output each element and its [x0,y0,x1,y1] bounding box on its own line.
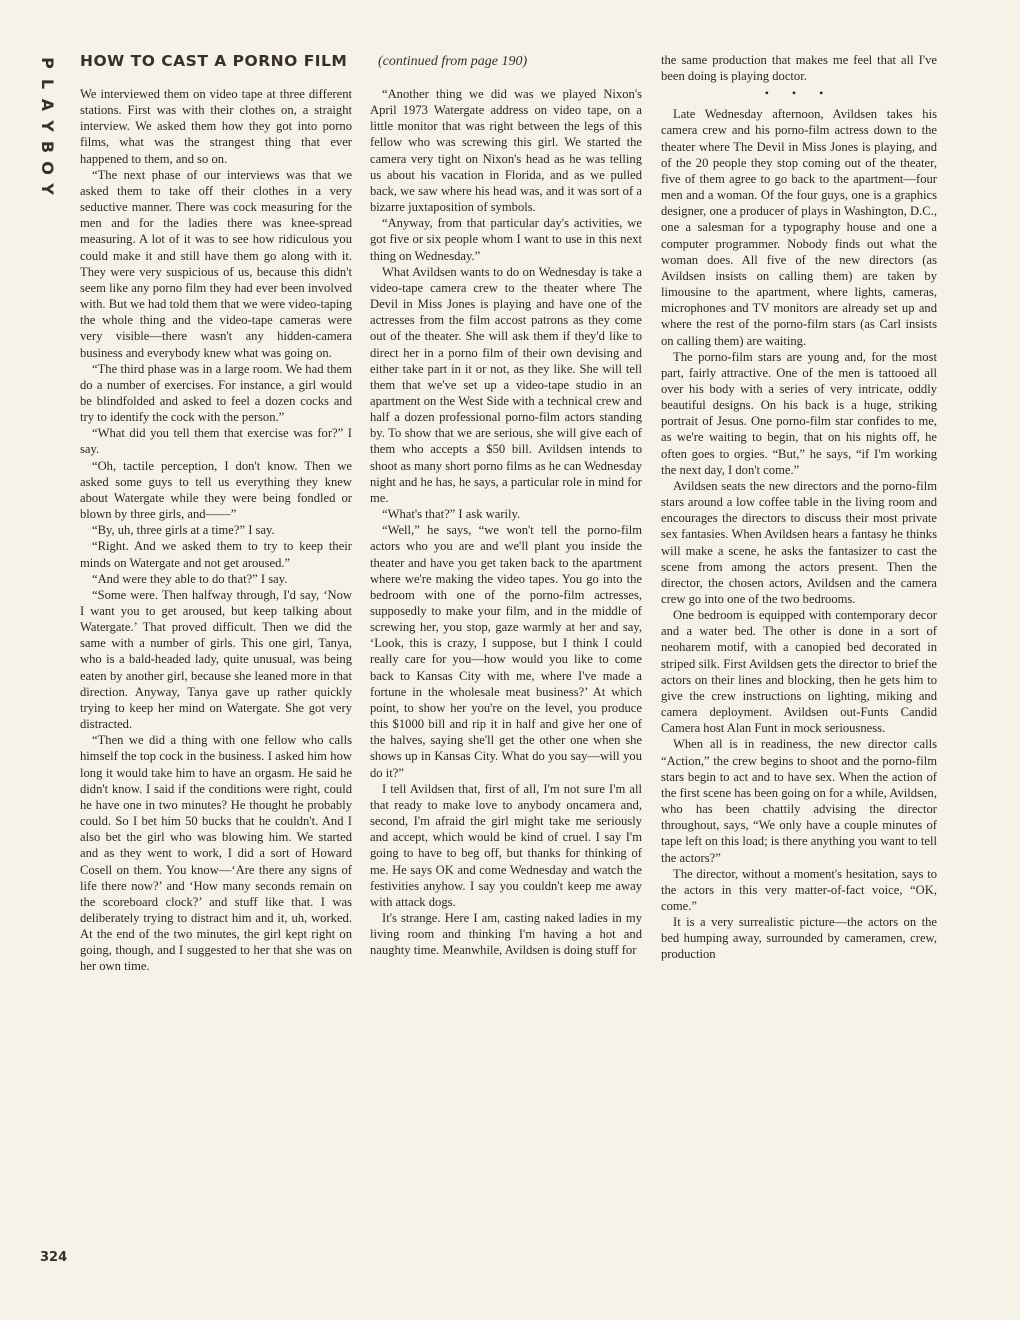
paragraph: the same production that makes me feel that all I've been doing is playing doctor. [661,53,937,84]
masthead-letter: Y [38,183,57,195]
paragraph: Late Wednesday afternoon, Avildsen takes his camera crew and his porno-film actress down to the theater where The Devil in Miss Jones is playing, and of the 20 people they stop coming out of the theater, five of them agree to go back to the apartment—four men and a woman. Of the four guys, one is a graphics designer, one a producer of plays in Washington, D.C., one a salesman for a typography house and one a computer programmer. Nobody finds out what the woman does. All five of the new directors (as Avildsen insists on calling them) are taken by limousine to the apartment, where lights, cameras, microphones and TV monitors are already set up and where the rest of the porno-film stars (as Carl insists on calling them) are waiting. [661,107,937,348]
article-headline: HOW TO CAST A PORNO FILM [80,52,348,70]
paragraph: “Right. And we asked them to try to keep their minds on Watergate and not get aroused.” [80,539,352,570]
paragraph: “By, uh, three girls at a time?” I say. [92,523,275,538]
paragraph: The porno-film stars are young and, for the most part, fairly attractive. One of the men is tattooed all over his body with a series of very intricate, oddly beautiful designs. On his back is a huge, striking portrait of Jesus. One porno-film star confides to me, as we're waiting to begin, that on his nights off, he often goes to orgies. “But,” he says, “if I'm working the next day, I don't come.” [661,349,937,477]
paragraph: “Some were. Then halfway through, I'd say, ‘Now I want you to get aroused, but keep talking about Watergate.’ That proved difficult. Then we did the same with a number of girls. This one girl, Tanya, who is a bald-headed lady, quite unusual, was being eaten by another girl, because she leaned more in that direction. Anyway, Tanya gave up rather quickly trying to keep her mind on Watergate. She got very distracted. [80,587,352,732]
paragraph: “What did you tell them that exercise was for?” I say. [80,426,352,457]
paragraph: One bedroom is equipped with contemporary decor and a water bed. The other is done in a sort of neoharem motif, with a canopied bed decorated in striped silk. First Avildsen gets the director to brief the actors on their lines and blocking, then he gets him to give the crew instructions on lighting, miking and camera deployment. Avildsen out-Funts Candid Camera host Alan Funt in mock seriousness. [661,608,937,736]
masthead-letter: A [37,98,57,112]
paragraph: It is a very surrealistic picture—the actors on the bed humping away, surrounded by cameramen, crew, production [661,915,937,962]
paragraph: “What's that?” I ask warily. [382,507,521,522]
paragraph: It's strange. Here I am, casting naked ladies in my living room and thinking I'm having a hot and naughty time. Meanwhile, Avildsen is doing stuff for [370,910,642,958]
paragraph: “And were they able to do that?” I say. [92,571,288,586]
section-separator: • • • [764,86,834,101]
paragraph: “Well,” he says, “we won't tell the porno-film actors who you are and we'll plant you inside the theater and have you get taken back to the apartment where we're making the video tapes. You go into the bedroom with one of the porno-film actresses, supposedly to make your film, and in the middle of screwing her, you stop, gaze warmly at her and say, ‘Look, this is crazy, I suppose, but I think I could really care for you—how would you like to come back to Kansas City with me, where I've made a fortune in the wholesale meat business?’ At which point, to show her you're on the level, you produce this $1000 bill and rip it in half and give her one of the halves, saying she'll get the other one when she shows up in Kansas City. What do you say—will you do it?” [370,523,642,780]
paragraph: What Avildsen wants to do on Wednesday is take a video-tape camera crew to the theater where The Devil in Miss Jones is playing and have one of the actresses from the film accost patrons as they come out of the theater. She will ask them if they'd like to direct her in a porno film of their own devising and either take part in it or not, as they like. She will tell them that we've set up a video-tape studio in an apartment on the West Side with a technical crew and half a dozen professional porno-film actors standing by. To show that we are serious, she will give each of them who accepts a $50 bill. Avildsen intends to shoot as many short porno films as he can Wednesday night and he has, he says, a particular role in mind for me. [370,264,642,505]
continued-note: (continued from page 190) [378,54,528,69]
article-column-2 [370,52,642,958]
paragraph: “The next phase of our interviews was that we asked them to take off their clothes in a very seductive manner. There was cock measuring for the men and for the ladies there was knee-spread measuring. A lot of it was to see how ridiculous you could make it and still have them go along with it. They were very suspicious of us, because this didn't seem like any porno film they had ever been involved with. But we had told them that we were video-taping the whole thing and the video-tape cameras were very visible—there wasn't any hidden-camera business and everybody knew what was going on. [80,167,352,360]
masthead-letter: Y [38,120,57,132]
paragraph: “Then we did a thing with one fellow who calls himself the top cock in the business. I asked him how long it would take him to have an orgasm. He said he didn't know. I said if the conditions were right, could he have one in two minutes? He thought he probably could. So I bet him 50 bucks that he couldn't. And I also bet the girl who was blowing him. We started and as they went to work, I did a sort of Howard Cosell on them. You know—‘Are there any signs of life there now?’ and ‘How many seconds remain on the scoreboard clock?’ and stuff like that. I was deliberately trying to distract him and it, uh, worked. At the end of the two minutes, the girl kept right on going, though, and I suggested to her that she was on her own time. [80,733,352,974]
masthead-letter: B [37,140,57,154]
masthead-letter: O [37,161,57,175]
article-column-1 [80,52,352,975]
masthead-letter: L [37,78,57,90]
paragraph: “Oh, tactile perception, I don't know. Then we asked some guys to tell us everything they knew about Watergate while they were being fondled or blown by three girls, and——” [80,458,352,522]
paragraph: We interviewed them on video tape at three different stations. First was with their clothes on, a straight interview. We asked them how they got into porno films, what was the strangest thing that ever happened to them, and so on. [80,87,352,166]
paragraph: Avildsen seats the new directors and the porno-film stars around a low coffee table in the living room and encourages the directors to discuss their most private sex fantasies. When Avildsen hears a fantasy he thinks will make a scene, he asks the fantasizer to cast the scene from among the actors present. Then the director, the chosen actors, Avildsen and the camera crew go into one of the two bedrooms. [661,478,937,606]
paragraph: When all is in readiness, the new director calls “Action,” the crew begins to shoot and the porno-film stars begin to act and to have sex. When the action of the first scene has been going on for a while, Avildsen, who has been chattily advising the director throughout, says, “We only have a couple minutes of tape left on this load; is there anything you want to tell the actors?” [661,737,937,865]
page-number: 324 [40,1250,68,1265]
paragraph: “The third phase was in a large room. We had them do a number of exercises. For instance, a girl would be blindfolded and asked to feel a dozen cocks and try to identify the cock with the person.” [80,361,352,425]
paragraph: I tell Avildsen that, first of all, I'm not sure I'm all that ready to make love to anybody oncamera and, second, I'm afraid the girl might take me seriously and accept, which would be kind of cruel. I say I'm going to have to beg off, but thanks for thinking of me. He says OK and come Wednesday and watch the festivities anyhow. I say you couldn't keep me away with attack dogs. [370,781,642,909]
paragraph: The director, without a moment's hesitation, says to the actors in this very matter-of-fact voice, “OK, come.” [661,866,937,913]
masthead-letter: P [37,57,57,69]
paragraph: “Another thing we did was we played Nixon's April 1973 Watergate address on video tape, on a little monitor that was right between the legs of this fellow who was screwing this girl. We started the camera very tight on Nixon's head as he was telling us about his vacation in Florida, and as we pulled back, we saw where his head was, and it was sort of a bizarre juxtaposition of symbols. [370,87,642,215]
article-column-3 [661,52,937,963]
paragraph: “Anyway, from that particular day's activities, we got five or six people whom I want to use in this next thing on Wednesday.” [370,216,642,263]
magazine-masthead [34,54,60,214]
